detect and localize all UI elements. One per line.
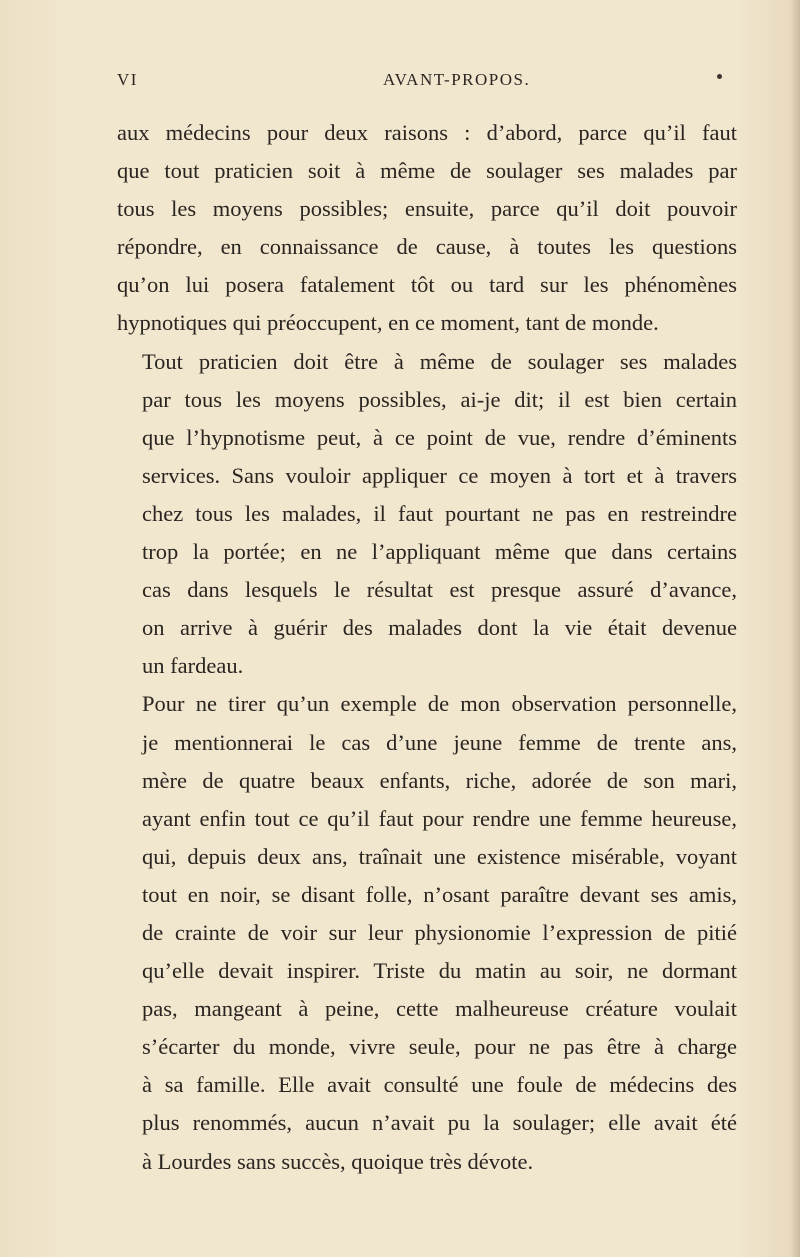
paragraph-2 <box>117 343 737 686</box>
page-header <box>117 70 720 100</box>
text-line: on arrive à guérir des malades dont la vie était devenue <box>142 615 737 641</box>
text-line: à sa famille. Elle avait consulté une foule de médecins des <box>142 1072 737 1098</box>
text-line: qu’on lui posera fatalement tôt ou tard sur les phénomènes <box>117 272 737 298</box>
text-line: que l’hypnotisme peut, à ce point de vue, rendre d’éminents <box>142 424 737 450</box>
text-line: pas, mangeant à peine, cette malheureuse créature voulait <box>142 996 737 1022</box>
text-line: plus renommés, aucun n’avait pu la soulager; elle avait été <box>142 1110 737 1136</box>
text-line: qu’elle devait inspirer. Triste du matin au soir, ne dormant <box>142 958 737 984</box>
text-line: tout en noir, se disant folle, n’osant paraître devant ses amis, <box>142 881 737 907</box>
text-line: Pour ne tirer qu’un exemple de mon observation personnelle, <box>142 691 737 717</box>
text-line: mère de quatre beaux enfants, riche, adorée de son mari, <box>142 767 737 793</box>
text-line: de crainte de voir sur leur physionomie l’expression de pitié <box>142 919 737 945</box>
text-line: cas dans lesquels le résultat est presque assuré d’avance, <box>142 577 737 603</box>
paragraph-1 <box>117 114 737 343</box>
text-line: trop la portée; en ne l’appliquant même que dans certains <box>142 539 737 565</box>
text-line: ayant enfin tout ce qu’il faut pour rendre une femme heureuse, <box>142 805 737 831</box>
text-line: qui, depuis deux ans, traînait une existence misérable, voyant <box>142 843 737 869</box>
text-line: s’écarter du monde, vivre seule, pour ne pas être à charge <box>142 1034 737 1060</box>
text-line: Tout praticien doit être à même de soulager ses malades <box>142 348 737 374</box>
text-line: je mentionnerai le cas d’une jeune femme de trente ans, <box>142 729 737 755</box>
page-edge-shadow <box>790 0 800 1257</box>
body-text <box>117 114 737 1181</box>
text-line: aux médecins pour deux raisons : d’abord, parce qu’il faut <box>117 120 737 145</box>
text-line: répondre, en connaissance de cause, à toutes les questions <box>117 234 737 260</box>
printer-mark <box>717 74 722 79</box>
text-line: un fardeau. <box>142 653 244 679</box>
text-line: à Lourdes sans succès, quoique très dévote. <box>142 1148 534 1174</box>
text-line: chez tous les malades, il faut pourtant ne pas en restreindre <box>142 500 737 526</box>
text-line: tous les moyens possibles; ensuite, parce qu’il doit pouvoir <box>117 196 737 222</box>
text-line: par tous les moyens possibles, ai-je dit; il est bien certain <box>142 386 737 412</box>
text-line: hypnotiques qui préoccupent, en ce moment, tant de monde. <box>117 310 659 336</box>
text-line: services. Sans vouloir appliquer ce moyen à tort et à travers <box>142 462 737 488</box>
text-line: que tout praticien soit à même de soulager ses malades par <box>117 158 737 184</box>
paragraph-3 <box>117 685 737 1180</box>
page-number: VI <box>117 70 138 89</box>
running-head: AVANT-PROPOS. <box>383 70 531 89</box>
